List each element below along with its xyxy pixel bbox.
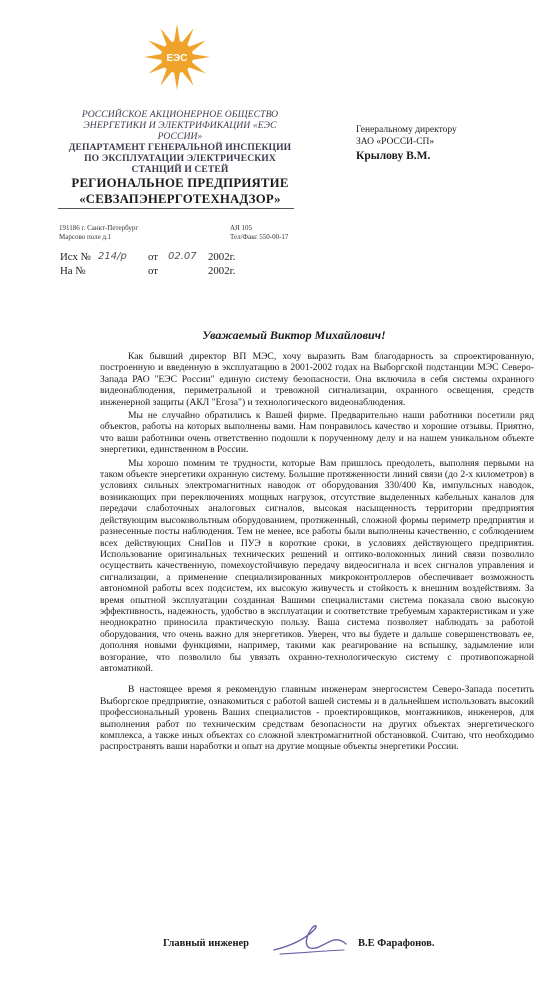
header-divider — [58, 208, 294, 209]
org-line-1: РОССИЙСКОЕ АКЦИОНЕРНОЕ ОБЩЕСТВО — [81, 109, 279, 120]
paragraph-4: В настоящее время я рекомендую главным инженерам энергосистем Северо-Запада посетить Выборгское предприятие, ознакомиться с работой вашей системы и в дальнейшем использовать высокий профессиональный уровень Ваших специалистов - проектировщиков, монтажников, инженеров, для выполнения работ по техническим средствам безопасности на других объектах энергетического комплекса, а также иных объектах со сложной электромагнитной обстановкой. Считаю, что необходимо распространять ваши наработки и опыт на другие мощные объекты энергетики России. — [100, 684, 534, 753]
signer-name: В.Е Фарафонов. — [358, 938, 435, 949]
addressee-position: Генеральному директору — [356, 125, 457, 135]
in-from-label: от — [148, 265, 158, 277]
addressee-name: Крылову В.М. — [356, 150, 431, 162]
address-left — [59, 224, 138, 242]
in-label: На № — [60, 265, 86, 277]
paragraph-1: Как бывший директор ВП МЭС, хочу выразить Вам благодарность за спроектированную, построенную и введенную в эксплуатацию в 2001-2002 годах на Выборгской подстанции МЭС Северо-Запада РАО "ЕЭС России" единую систему безопасности. Она включила в себя системы охранного видеонаблюдения, периметральной и тревожной сигнализации, охранного освещения, средств инженерной защиты (АКЛ "Егоза") и технологического видеонаблюдения. — [100, 351, 534, 408]
outgoing-reference — [60, 250, 300, 278]
logo-text: ЕЭС — [166, 53, 188, 64]
out-year: 2002г. — [208, 251, 236, 263]
address-phone: Тел/Факс 550-00-17 — [230, 233, 289, 241]
org-name-line-2: «СЕВЗАПЭНЕРГОТЕХНАДЗОР» — [79, 192, 281, 206]
org-line-4: ПО ЭКСПЛУАТАЦИИ ЭЛЕКТРИЧЕСКИХ СТАНЦИЙ И СЕТЕЙ — [84, 153, 276, 175]
org-line-2: ЭНЕРГЕТИКИ И ЭЛЕКТРИФИКАЦИИ «ЕЭС РОССИИ» — [83, 120, 277, 142]
addressee-block — [356, 125, 457, 163]
in-year: 2002г. — [208, 265, 236, 277]
letter-body — [100, 351, 534, 755]
paragraph-3: Мы хорошо помним те трудности, которые Вам пришлось преодолеть, выполняя первыми на таком объекте энергетики охранную систему. Большие протяженности линий связи (до 2-х километров) в условиях сильных электромагнитных наводок от оборудования 330/400 Кв, импульсных наводок, возникающих при переключениях мощных нагрузок, отсутствие выделенных кабельных каналов для передачи слаботочных аналоговых сигналов, высокая насыщенность территории предприятия действующим высоковольтным оборудованием, протяженный, сложной формы периметр предприятия и разнесенные посты наблюдения. Тем не менее, все работы были выполнены качественно, с соблюдением всех действующих СниПов и ПУЭ в короткие сроки, в условиях действующего предприятия. Использование оригинальных технических решений и оптико-волоконных линий связи позволило осуществить качественную, помехоустойчивую передачу видеосигнала и всех сигналов управления и сигнализации, а применение специализированных микроконтроллеров обеспечивает возможность автономной работы всех подсистем, их высокую живучесть и стойкость к внешним воздействиям. За время опытной эксплуатации созданная Вашими специалистами система показала свою высокую эффективность, надежность, удобство в эксплуатации и соответствие требуемым характеристикам и уже неоднократно приносила практическую пользу. Ваша система позволяет наблюдать за работой оборудования, что очень важно для энергетиков. Уверен, что вы будете и дальше совершенствовать ее, дополняя новыми функциями, например, такими как реагирование на вспышку, задымление или возгорание, что позволило бы увязать охранно-технологическую систему с противопожарной автоматикой. — [100, 457, 534, 674]
salutation: Уважаемый Виктор Михайлович! — [202, 328, 386, 342]
org-name-line-1: РЕГИОНАЛЬНОЕ ПРЕДПРИЯТИЕ — [71, 176, 289, 190]
address-street: Марсово поле д.1 — [59, 233, 112, 241]
address-right — [230, 224, 288, 242]
out-number-row — [60, 250, 300, 264]
paragraph-2: Мы не случайно обратились к Вашей фирме. Предварительно наши работники посетили ряд объектов, работы на которых выполнены вами. Нам понравилось качество и хорошие отзывы. Приятно, что ваши работники очень ответственно подошли к порученному делу и на нашем уникальном объекте энергетики, единственном в России. — [100, 410, 534, 456]
addressee-company: ЗАО «РОССИ-СП» — [356, 136, 435, 147]
out-label: Исх № — [60, 251, 91, 263]
company-logo — [142, 22, 212, 92]
address-box: АЯ 105 — [230, 224, 252, 232]
out-date: 02.07 — [168, 251, 197, 262]
address-city: 191186 г. Санкт-Петербург — [59, 224, 139, 232]
handwritten-signature — [270, 920, 350, 962]
out-from-label: от — [148, 251, 158, 263]
org-line-3: ДЕПАРТАМЕНТ ГЕНЕРАЛЬНОЙ ИНСПЕКЦИИ — [68, 142, 292, 153]
in-number-row — [60, 264, 300, 278]
out-number: 214/р — [98, 251, 127, 262]
organization-header — [60, 109, 300, 207]
signer-title: Главный инженер — [163, 938, 250, 949]
